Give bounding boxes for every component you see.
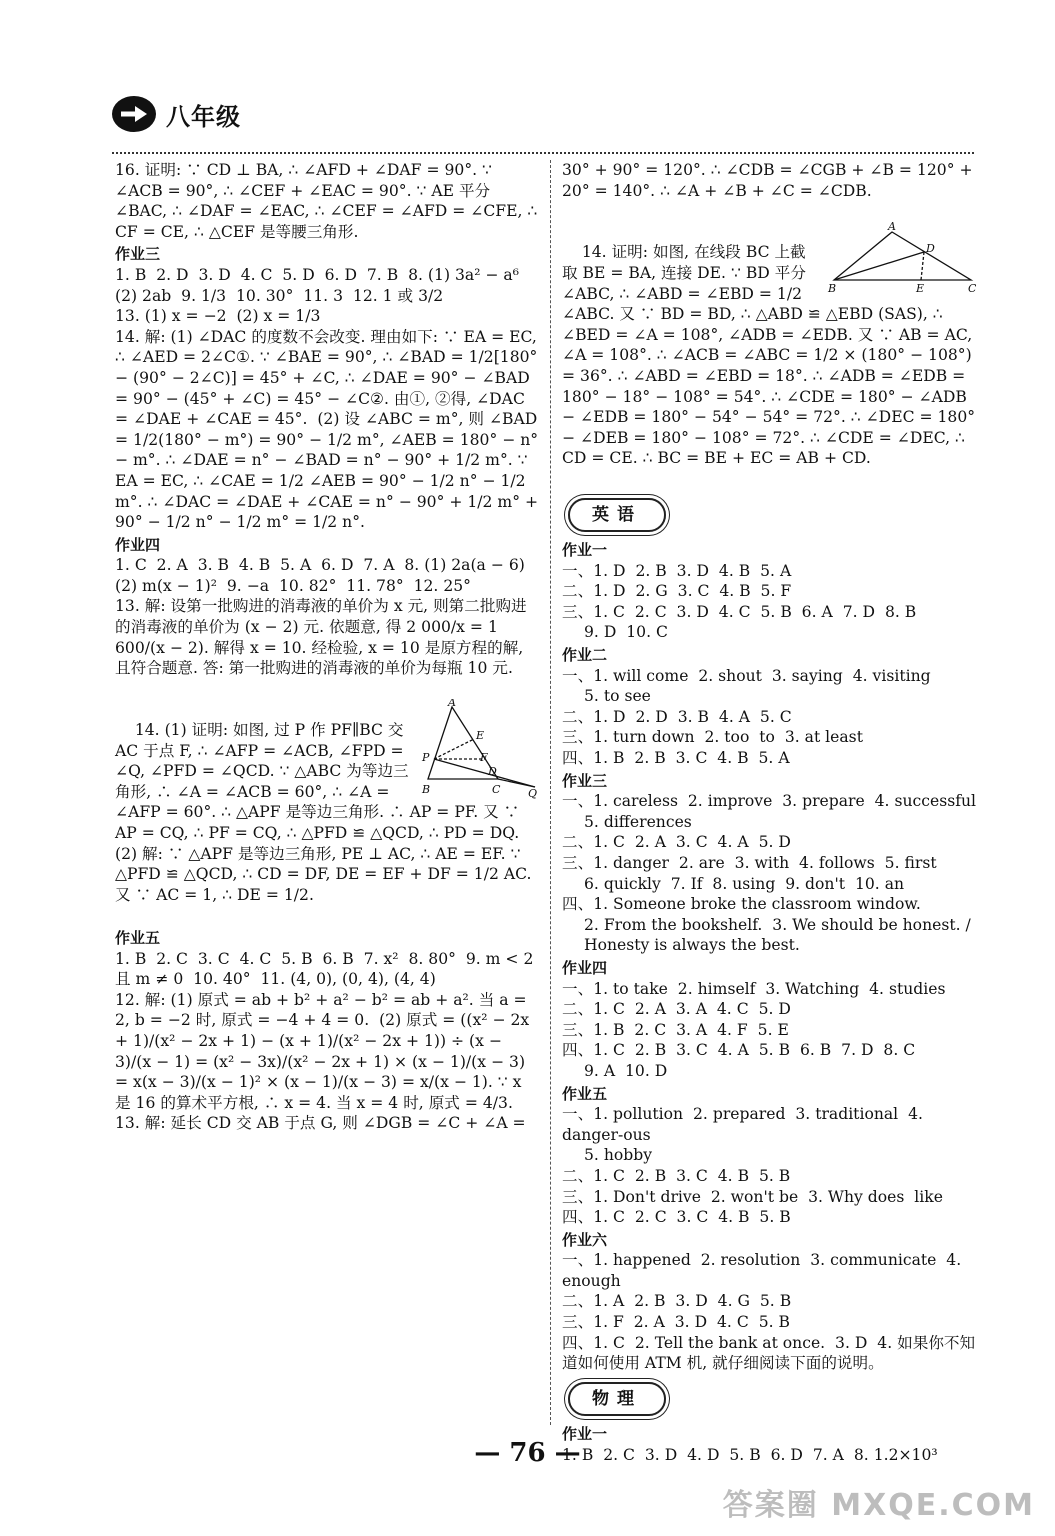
svg-text:A: A — [448, 699, 456, 710]
svg-text:Q: Q — [528, 787, 538, 800]
answer-line: 5. to see — [584, 687, 651, 706]
english-answers — [562, 540, 976, 1374]
svg-text:A: A — [888, 221, 896, 233]
answer-line: 1. B 2. C 3. D 4. D 5. B 6. D 7. A 8. 1.2×10³ — [562, 1446, 938, 1465]
answer-14 — [115, 679, 540, 926]
header-divider — [112, 152, 974, 154]
svg-text:F: F — [480, 751, 488, 765]
triangle-diagram-apq — [420, 699, 540, 799]
answer-line: 三、1. danger 2. are 3. with 4. follows 5. first — [562, 854, 937, 872]
answer-line: 四、1. C 2. B 3. C 4. A 5. B 6. B 7. D 8. C — [562, 1041, 916, 1060]
homework-heading: 作业四 — [115, 535, 161, 554]
answer-line: 三、1. B 2. C 3. A 4. F 5. E — [562, 1020, 789, 1039]
answer-line: 9. A 10. D — [584, 1061, 668, 1080]
homework-heading: 作业五 — [562, 1084, 608, 1103]
answer-line: 1. B 2. D 3. D 4. C 5. D 6. D 7. B 8. (1) 3a² − a⁶ (2) 2ab 9. 1/3 10. 30° 11. 3 12. 1 或 3/2 — [115, 265, 529, 305]
svg-text:D: D — [926, 241, 935, 255]
answer-line: 二、1. C 2. B 3. C 4. B 5. B — [562, 1166, 791, 1185]
left-column — [115, 160, 544, 1134]
answer-line: 2. From the bookshelf. 3. We should be honest. / Honesty is always the best. — [584, 915, 976, 955]
answer-continued: 30° + 90° = 120°. ∴ ∠CDB = ∠CGB + ∠B = 120° + 20° = 140°. ∴ ∠A + ∠B + ∠C = ∠CDB. — [562, 161, 978, 200]
answer-13: 13. 解: 设第一批购进的消毒液的单价为 x 元, 则第二批购进的消毒液的单价为 (x − 2) 元. 依题意, 得 2 000/x = 1 600/(x − 2). 解得 x = 10. 经检验, x = 10 是原方程的解, 且符合题意. 答: 第一批购进的消毒液的单价为每瓶 10 元. — [115, 597, 529, 678]
svg-text:E: E — [476, 729, 485, 743]
answer-line: 一、1. pollution 2. prepared 3. traditional 4. danger-ous — [562, 1105, 928, 1144]
homework-heading: 作业四 — [562, 958, 608, 977]
answer-line: 一、1. will come 2. shout 3. saying 4. visiting — [562, 666, 931, 685]
answer-line: 三、1. F 2. A 3. D 4. C 5. B — [562, 1313, 790, 1332]
answer-14 — [562, 201, 981, 489]
answer-line: 三、1. Don't drive 2. won't be 3. Why does like — [562, 1187, 943, 1206]
answer-line: 一、1. happened 2. resolution 3. communicate 4. enough — [562, 1251, 967, 1290]
answer-line: 四、1. B 2. B 3. C 4. B 5. A — [562, 749, 790, 768]
homework-heading: 作业三 — [562, 771, 608, 790]
arrow-logo-icon — [112, 96, 156, 132]
grade-title: 八年级 — [166, 102, 241, 131]
svg-text:P: P — [422, 751, 430, 765]
svg-text:B: B — [422, 783, 431, 797]
answer-line: 5. differences — [584, 812, 692, 831]
answer-13: 13. 解: 延长 CD 交 AB 于点 G, 则 ∠DGB = ∠C + ∠A = — [115, 1114, 526, 1133]
svg-text:C: C — [968, 281, 976, 294]
homework-heading: 作业二 — [562, 646, 608, 665]
answer-line: 三、1. C 2. C 3. D 4. C 5. B 6. A 7. D 8. B — [562, 602, 917, 621]
homework-heading: 作业一 — [562, 541, 608, 560]
svg-text:B: B — [828, 281, 837, 294]
answer-line: 四、1. C 2. Tell the bank at once. 3. D 4. 如果你不知道如何使用 ATM 机, 就仔细阅读下面的说明。 — [562, 1333, 976, 1373]
answer-line: 6. quickly 7. If 8. using 9. don't 10. an — [584, 874, 905, 893]
column-divider — [550, 160, 551, 1425]
triangle-diagram-abc — [826, 222, 976, 294]
answer-line: 四、1. C 2. C 3. C 4. B 5. B — [562, 1208, 791, 1227]
homework-heading: 作业六 — [562, 1230, 608, 1249]
svg-text:E: E — [916, 281, 925, 294]
answer-line: 1. C 2. A 3. B 4. B 5. A 6. D 7. A 8. (1) 2a(a − 6) (2) m(x − 1)² 9. −a 10. 82° 11. 78° 12. 25° — [115, 556, 535, 595]
answer-line: 二、1. C 2. A 3. C 4. A 5. D — [562, 833, 791, 852]
answer-line: 二、1. A 2. B 3. D 4. G 5. B — [562, 1292, 792, 1311]
answer-14-text: 14. 证明: 如图, 在线段 BC 上截取 BE = BA, 连接 DE. ∵ BD 平分 ∠ABC, ∴ ∠ABD = ∠EBD = 1/2 ∠ABC. 又 ∵ BD = BD, ∴ △ABD ≌ △EBD (SAS), ∴ ∠BED = ∠A = 108°, ∠ADB = ∠EDB. 又 ∵ AB = AC, ∠A = 108°. ∴ ∠ACB = ∠ABC = 1/2 × (180° − 108°) = 36°. ∴ ∠ABD = ∠EBD = 18°. ∴ ∠ADB = ∠EDB = 180° − 18° − 108° = 54°. ∴ ∠CDE = 180° − ∠ADB − ∠EDB = 180° − 54° − 54° = 72°. ∴ ∠DEC = 180° − ∠DEB = 180° − 108° = 72°. ∴ ∠CDE = ∠DEC, ∴ CD = CE. ∴ BC = BE + EC = AB + CD. — [562, 243, 981, 468]
answer-line: 二、1. D 2. D 3. B 4. A 5. C — [562, 707, 792, 726]
homework-heading: 作业五 — [115, 928, 161, 947]
answer-12: 12. 解: (1) 原式 = ab + b² + a² − b² = ab + a². 当 a = 2, b = −2 时, 原式 = −4 + 4 = 0. (2) 原式 = ((x² − 2x + 1)/(x² − 2x + 1) − (x + 1)/(x² − 2x + 1)) ÷ (x − 3)/(x − 1) = (x² − 3x)/(x² − 2x + 1) × (x − 1)/(x − 3) = x(x − 3)/(x − 1)² × (x − 1)/(x − 3) = x/(x − 1). ∵ x 是 16 的算术平方根, ∴ x = 4. 当 x = 4 时, 原式 = 4/3. — [115, 990, 535, 1112]
section-badge-physics: 物理 — [568, 1382, 666, 1417]
answer-line: 一、1. to take 2. himself 3. Watching 4. studies — [562, 979, 946, 998]
answer-line: 13. (1) x = −2 (2) x = 1/3 — [115, 307, 321, 326]
answer-line: 四、1. Someone broke the classroom window. — [562, 895, 921, 914]
answer-line: 一、1. careless 2. improve 3. prepare 4. successful — [562, 792, 977, 811]
answer-line: 二、1. D 2. G 3. C 4. B 5. F — [562, 582, 792, 601]
page-header — [112, 92, 241, 136]
answer-16: 16. 证明: ∵ CD ⊥ BA, ∴ ∠AFD + ∠DAF = 90°. ∵ ∠ACB = 90°, ∴ ∠CEF + ∠EAC = 90°. ∵ AE 平分 ∠BAC, ∴ ∠DAF = ∠EAC, ∴ ∠CEF = ∠AFD = ∠CFE, ∴ CF = CE, ∴ △CEF 是等腰三角形. — [115, 161, 543, 241]
svg-text:D: D — [488, 765, 497, 779]
watermark: 答案圈 MXQE.COM — [722, 1488, 1035, 1523]
section-badge-english: 英语 — [568, 498, 666, 533]
answer-line: 二、1. C 2. A 3. A 4. C 5. D — [562, 1000, 791, 1019]
answer-line: 1. B 2. C 3. C 4. C 5. B 6. B 7. x² 8. 80° 9. m < 2 且 m ≠ 0 10. 40° 11. (4, 0), (0, 4), (4, 4) — [115, 949, 539, 989]
answer-line: 一、1. D 2. B 3. D 4. B 5. A — [562, 561, 792, 580]
answer-line: 9. D 10. C — [584, 623, 668, 642]
homework-heading: 作业三 — [115, 245, 161, 264]
answer-14: 14. 解: (1) ∠DAC 的度数不会改变. 理由如下: ∵ EA = EC, ∴ ∠AED = 2∠C①. ∵ ∠BAE = 90°, ∴ ∠BAD = 1/2[180° − (90° − 2∠C)] = 45° + ∠C, ∴ ∠DAE = 90° − ∠BAD = 90° − (45° + ∠C) = 45° − ∠C②. 由①, ②得, ∠DAC = ∠DAE + ∠CAE = 45°. (2) 设 ∠ABC = m°, 则 ∠BAD = 1/2(180° − m°) = 90° − 1/2 m°, ∠AEB = 180° − n° − m°. ∴ ∠DAE = n° − ∠BAD = n° − 90° + 1/2 m°. ∵ EA = EC, ∴ ∠CAE = 1/2 ∠AEB = 90° − 1/2 n° − 1/2 m°. ∴ ∠DAC = ∠DAE + ∠CAE = n° − 90° + 1/2 m° + 90° − 1/2 n° − 1/2 m° = 1/2 n°. — [115, 327, 544, 532]
svg-text:C: C — [492, 783, 501, 797]
answer-line: 三、1. turn down 2. too to 3. at least — [562, 728, 863, 747]
answer-14-text: 14. (1) 证明: 如图, 过 P 作 PF∥BC 交 AC 于点 F, ∴ ∠AFP = ∠ACB, ∠FPD = ∠Q, ∠PFD = ∠QCD. ∵ △ABC 为等边三角形, ∴ ∠A = ∠ACB = 60°, ∴ ∠A = ∠AFP = 60°. ∴ △APF 是等边三角形. ∴ AP = PF. 又 ∵ AP = CQ, ∴ PF = CQ, ∴ △PFD ≌ △QCD, ∴ PD = DQ. (2) 解: ∵ △APF 是等边三角形, PE ⊥ AC, ∴ AE = EF. ∵ △PFD ≌ △QCD, ∴ CD = DF, DE = EF + DF = 1/2 AC. 又 ∵ AC = 1, ∴ DE = 1/2. — [115, 721, 537, 904]
homework-heading: 作业一 — [562, 1425, 608, 1444]
right-column — [562, 160, 981, 1466]
page-number: — 76 — — [474, 1438, 581, 1468]
answer-line: 5. hobby — [584, 1146, 653, 1165]
